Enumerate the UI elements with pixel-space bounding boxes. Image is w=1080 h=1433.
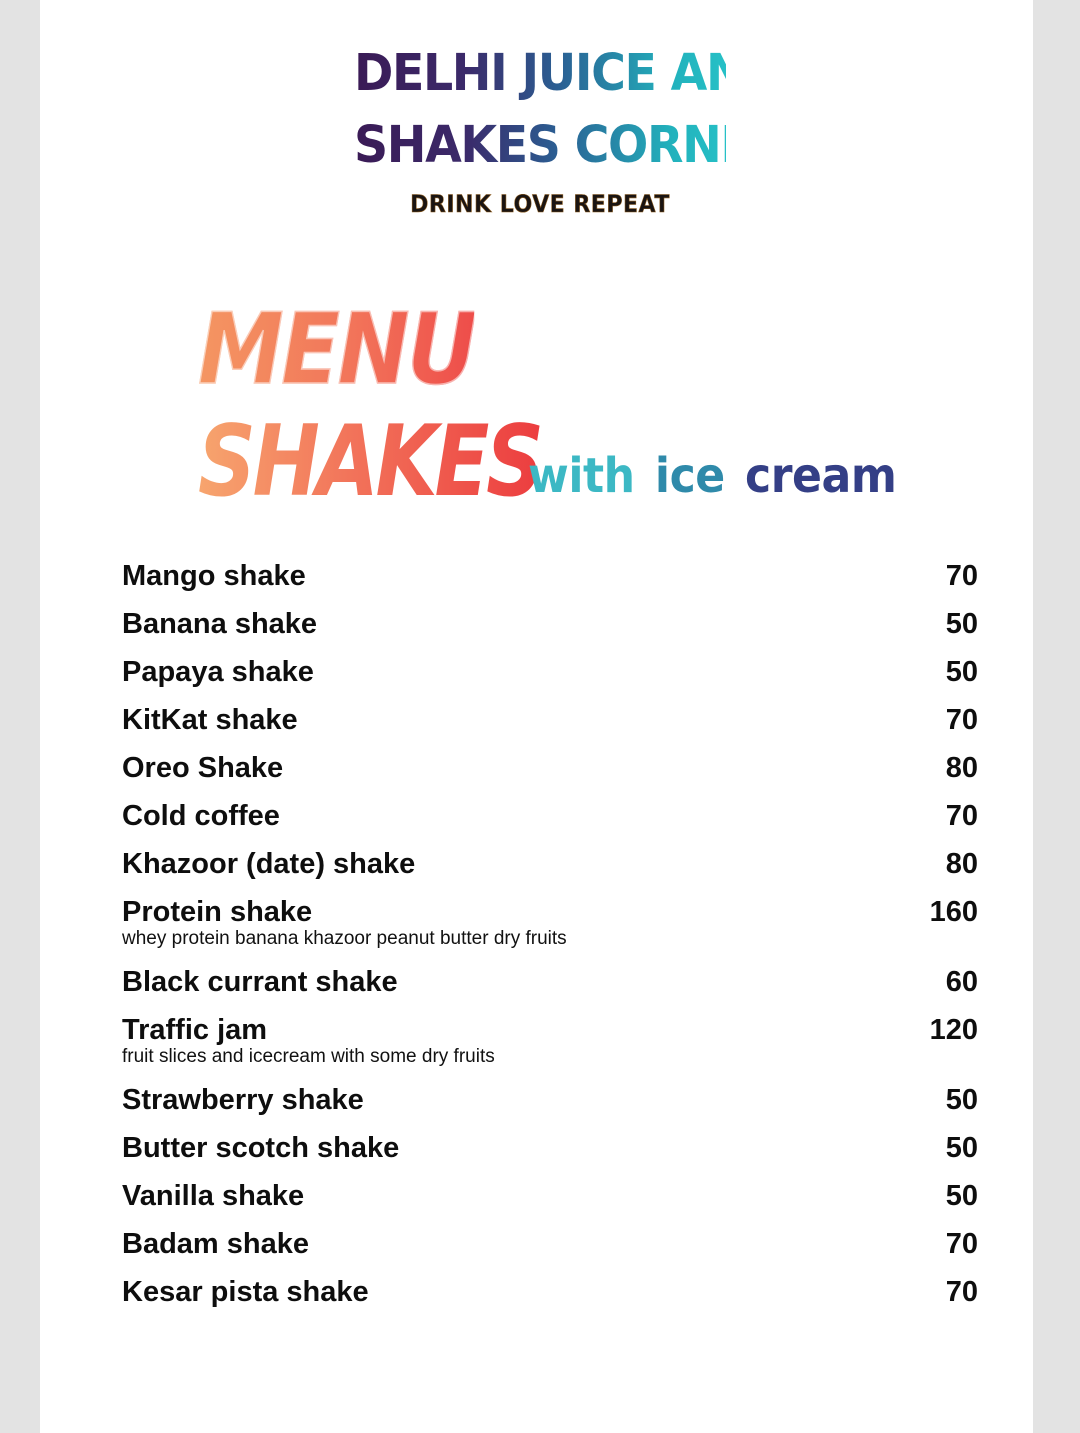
menu-item-price: 60	[945, 965, 978, 998]
menu-item-price: 80	[945, 751, 978, 784]
menu-item-name: Vanilla shake	[122, 1179, 305, 1212]
menu-item-name: Oreo Shake	[122, 751, 284, 784]
menu-item	[122, 696, 978, 744]
menu-item-price: 70	[945, 703, 978, 736]
menu-item-price: 160	[929, 895, 978, 928]
menu-item-name: Papaya shake	[122, 655, 314, 688]
menu-item	[122, 958, 978, 1006]
brand-title-line-2: SHAKES CORNER	[354, 110, 726, 182]
menu-item-name: Traffic jam	[122, 1013, 268, 1046]
menu-item	[122, 840, 978, 888]
menu-heading: MENU	[198, 293, 475, 407]
menu-item-name: Badam shake	[122, 1227, 309, 1260]
menu-item-name: Protein shake	[122, 895, 313, 928]
menu-item-price: 70	[945, 1227, 978, 1260]
menu-item	[122, 1076, 978, 1124]
menu-item-name: Strawberry shake	[122, 1083, 364, 1116]
brand-title-line-1: DELHI JUICE AND	[354, 38, 726, 110]
menu-item-name: Cold coffee	[122, 799, 280, 832]
menu-item	[122, 1220, 978, 1268]
menu-item-price: 50	[945, 607, 978, 640]
with-ice-cream-subtitle	[528, 448, 896, 504]
menu-item	[122, 648, 978, 696]
menu-item-name: Black currant shake	[122, 965, 398, 998]
menu-item	[122, 552, 978, 600]
menu-item-name: KitKat shake	[122, 703, 298, 736]
menu-item	[122, 1124, 978, 1172]
menu-item-price: 70	[945, 1275, 978, 1308]
menu-item-price: 120	[929, 1013, 978, 1046]
menu-item-price: 50	[945, 1131, 978, 1164]
subtitle-word-ice: ice	[654, 448, 725, 504]
menu-item-name: Banana shake	[122, 607, 318, 640]
menu-item-price: 80	[945, 847, 978, 880]
subtitle-word-cream: cream	[745, 448, 897, 504]
menu-item-price: 70	[945, 799, 978, 832]
menu-item-price: 50	[945, 1179, 978, 1212]
tagline: DRINK LOVE REPEAT	[410, 190, 670, 218]
menu-item	[122, 1172, 978, 1220]
brand-title	[0, 38, 1080, 182]
subtitle-word-with: with	[528, 448, 635, 504]
menu-item	[122, 1268, 978, 1316]
menu-item-name: Butter scotch shake	[122, 1131, 400, 1164]
menu-item-price: 50	[945, 655, 978, 688]
menu-item-description: whey protein banana khazoor peanut butter dry fruits	[122, 928, 567, 949]
menu-item	[122, 744, 978, 792]
menu-item-price: 70	[945, 559, 978, 592]
menu-item-list	[122, 552, 978, 1316]
shakes-heading: SHAKES	[198, 405, 541, 519]
menu-item	[122, 792, 978, 840]
menu-item-price: 50	[945, 1083, 978, 1116]
menu-item-description: fruit slices and icecream with some dry fruits	[122, 1046, 495, 1067]
menu-item-name: Mango shake	[122, 559, 306, 592]
menu-item-name: Khazoor (date) shake	[122, 847, 416, 880]
menu-item-name: Kesar pista shake	[122, 1275, 369, 1308]
menu-item	[122, 600, 978, 648]
